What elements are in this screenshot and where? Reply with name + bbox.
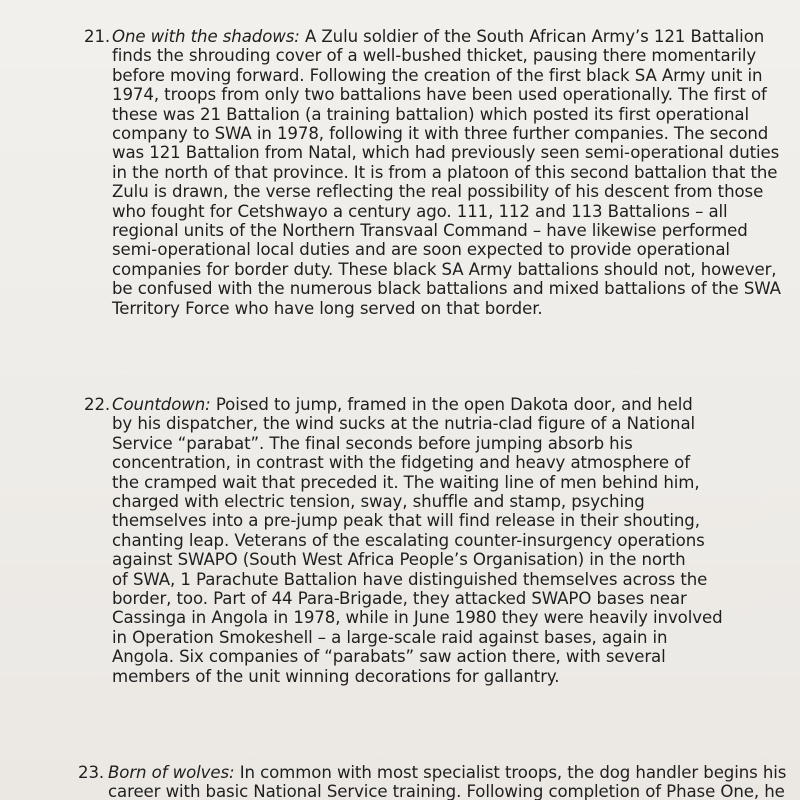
entry-number: 22. [84, 395, 111, 414]
entry-line: Territory Force who have long served on that border. [112, 298, 543, 318]
entry-line: in Operation Smokeshell – a large-scale raid against bases, again in [112, 627, 668, 647]
entry-line: 1974, troops from only two battalions have been used operationally. The first of [112, 85, 767, 105]
entry-title: Born of wolves: [108, 763, 235, 782]
entry-line: charged with electric tension, sway, shuffle and stamp, psyching [112, 492, 645, 512]
entry-line: of SWA, 1 Parachute Battalion have distinguished themselves across the [112, 569, 708, 589]
entry-line: chanting leap. Veterans of the escalating counter-insurgency operations [112, 530, 705, 550]
entry-line: Service “parabat”. The final seconds before jumping absorb his [112, 433, 633, 453]
entry-body [112, 27, 796, 318]
entry-line: One with the shadows: A Zulu soldier of the South African Army’s 121 Battalion [112, 27, 765, 46]
entry-title: One with the shadows: [112, 27, 300, 46]
entry-line: border, too. Part of 44 Para-Brigade, they attacked SWAPO bases near [112, 589, 687, 609]
entry-line: regional units of the Northern Transvaal Command – have likewise performed [112, 221, 748, 241]
entry-number: 21. [84, 27, 111, 46]
entry-line: finds the shrouding cover of a well-bushed thicket, pausing there momentarily [112, 46, 757, 66]
entry-line: Cassinga in Angola in 1978, while in June 1980 they were heavily involved [112, 608, 723, 628]
entry-line: Countdown: Poised to jump, framed in the open Dakota door, and held [112, 395, 693, 414]
entry-line: company to SWA in 1978, following it with three further companies. The second [112, 124, 769, 144]
entry-line: before moving forward. Following the creation of the first black SA Army unit in [112, 65, 763, 85]
entry-line: against SWAPO (South West Africa People’s Organisation) in the north [112, 550, 686, 570]
entry-line: who fought for Cetshwayo a century ago. 111, 112 and 113 Battalions – all [112, 201, 728, 221]
entry-body [112, 395, 796, 686]
entry-line: semi-operational local duties and are soon expected to provide operational [112, 240, 730, 260]
entry-number: 23. [78, 763, 105, 782]
caption-entry-23 [78, 763, 790, 800]
entry-line: Angola. Six companies of “parabats” saw action there, with several [112, 647, 666, 667]
entry-title: Countdown: [112, 395, 211, 414]
entry-line: members of the unit winning decorations for gallantry. [112, 666, 560, 686]
entry-line: in the north of that province. It is from a platoon of this second battalion that the [112, 162, 778, 182]
entry-line: themselves into a pre-jump peak that will find release in their shouting, [112, 511, 700, 531]
entry-line: concentration, in contrast with the fidgeting and heavy atmosphere of [112, 453, 690, 473]
entry-line: Zulu is drawn, the verse reflecting the real possibility of his descent from those [112, 182, 764, 202]
entry-body [108, 763, 790, 800]
entry-line: be confused with the numerous black battalions and mixed battalions of the SWA [112, 279, 781, 299]
entry-line: companies for border duty. These black SA Army battalions should not, however, [112, 259, 777, 279]
entry-line: was 121 Battalion from Natal, which had previously seen semi-operational duties [112, 143, 780, 163]
caption-entry-21 [84, 27, 796, 318]
caption-entry-22 [84, 395, 796, 686]
entry-line: Born of wolves: In common with most specialist troops, the dog handler begins his [108, 763, 787, 782]
entry-line: these was 21 Battalion (a training battalion) which posted its first operational [112, 104, 749, 124]
entry-line: by his dispatcher, the wind sucks at the nutria-clad figure of a National [112, 414, 696, 434]
entry-line: career with basic National Service training. Following completion of Phase One, he [108, 782, 785, 800]
entry-line: the cramped wait that preceded it. The waiting line of men behind him, [112, 472, 700, 492]
